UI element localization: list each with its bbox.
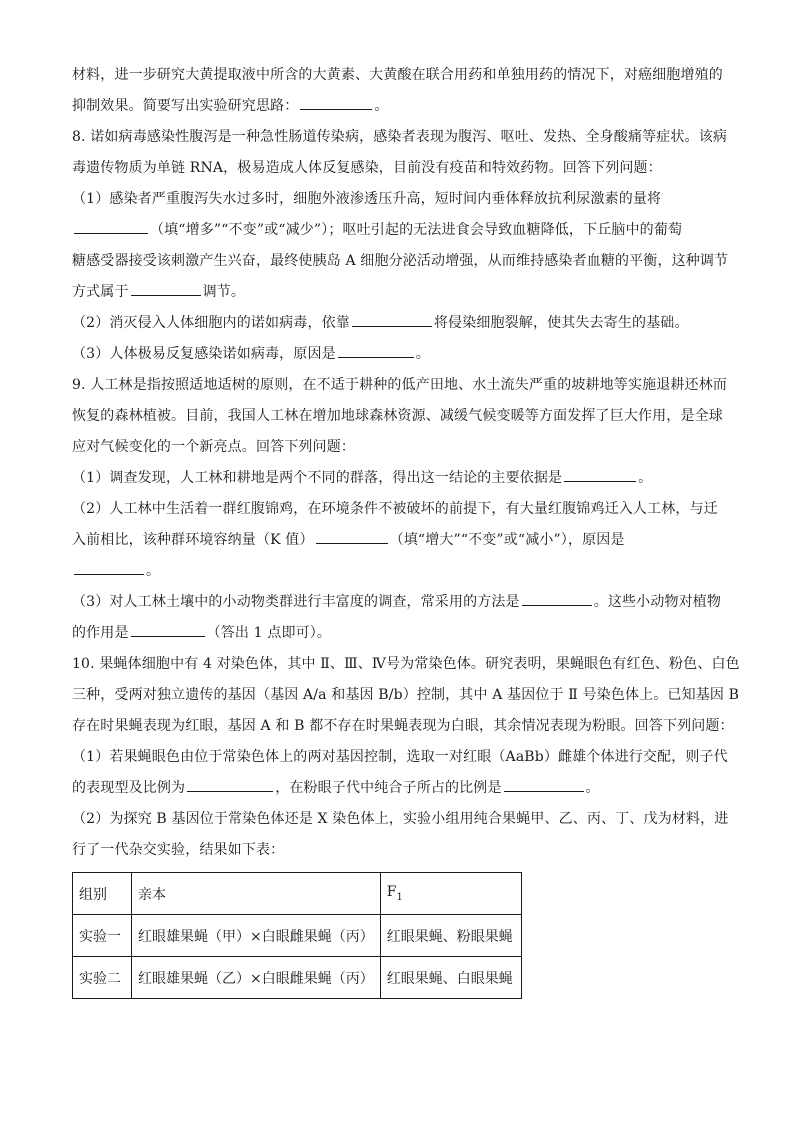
q8-part2 — [72, 308, 722, 339]
q7-text-line: 材料，进一步研究大黄提取液中所含的大黄素、大黄酸在联合用药和单独用药的情况下，对癌细胞增殖的 — [72, 67, 723, 83]
q9-part3-text: 。这些小动物对植物 — [593, 594, 722, 610]
answer-blank[interactable] — [74, 561, 144, 575]
q9-part1-text: （1）调查发现，人工林和耕地是两个不同的群落，得出这一结论的主要依据是 — [72, 470, 563, 486]
q8-part1-text: 调节。 — [202, 284, 246, 300]
q9-stem: 恢复的森林植被。目前，我国人工林在增加地球森林资源、减缓气候变暖等方面发挥了巨大作用，是全球 — [72, 408, 723, 424]
q8-part2-text: （2）消灭侵入人体细胞内的诺如病毒，依靠 — [72, 315, 350, 331]
table-row — [73, 957, 522, 999]
q8-stem: 8. 诺如病毒感染性腹泻是一种急性肠道传染病，感染者表现为腹泻、呕吐、发热、全身酸痛等症状。该病 — [72, 129, 728, 145]
q8-part1: （1）感染者严重腹泻失水过多时，细胞外液渗透压升高，短时间内垂体释放抗利尿激素的量将 — [72, 191, 662, 207]
answer-blank[interactable] — [522, 592, 592, 606]
answer-blank[interactable] — [131, 282, 201, 296]
table-row — [73, 915, 522, 957]
q9-part2-text: （填“增大”“不变”或“减小”），原因是 — [389, 532, 625, 548]
q10-part2: （2）为探究 B 基因位于常染色体还是 X 染色体上，实验小组用纯合果蝇甲、乙、丙、丁、戊为材料，进 — [72, 811, 729, 827]
header-f1-subscript: 1 — [396, 891, 403, 903]
punctuation: 。 — [585, 780, 600, 796]
answer-blank[interactable] — [300, 96, 372, 110]
q8-part3 — [72, 339, 722, 370]
table-cell-parents: 红眼雄果蝇（乙）×白眼雌果蝇（丙） — [132, 957, 381, 999]
q8-part1-text: 方式属于 — [72, 284, 129, 300]
q8-part1 — [72, 277, 722, 308]
q10-part2: 行了一代杂交实验，结果如下表： — [72, 842, 285, 858]
answer-blank[interactable] — [74, 220, 148, 234]
table-cell-group: 实验二 — [73, 957, 132, 999]
q10-part1-text: 的表现型及比例为 — [72, 780, 186, 796]
punctuation: 。 — [415, 346, 430, 362]
header-parents: 亲本 — [132, 873, 381, 915]
q10-part1-text: ，在粉眼子代中纯合子所占的比例是 — [275, 780, 502, 796]
results-table — [72, 872, 522, 999]
q9-stem: 9. 人工林是指按照适地适树的原则，在不适于耕种的低产田地、水土流失严重的坡耕地等实施退耕还林而 — [72, 377, 728, 393]
punctuation: 。 — [374, 98, 389, 114]
q8-part1: 糖感受器接受该刺激产生兴奋，最终使胰岛 A 细胞分泌活动增强，从而维持感染者血糖的平衡，这种调节 — [72, 253, 729, 269]
table-cell-group: 实验一 — [73, 915, 132, 957]
q10-part1 — [72, 773, 722, 804]
q8-part2-text: 将侵染细胞裂解，使其失去寄生的基础。 — [433, 315, 689, 331]
table-header-row — [73, 873, 522, 915]
q8-part1 — [72, 215, 722, 246]
q9-part2-text: 入前相比，该种群环境容纳量（K 值） — [72, 532, 314, 548]
q9-part3 — [72, 587, 722, 618]
q9-part3 — [72, 618, 722, 649]
table-cell-f1: 红眼果蝇、粉眼果蝇 — [380, 915, 521, 957]
q9-part3-text: 的作用是 — [72, 625, 129, 641]
answer-blank[interactable] — [504, 778, 584, 792]
q9-part2 — [72, 525, 722, 556]
q10-stem: 10. 果蝇体细胞中有 4 对染色体，其中 Ⅱ、Ⅲ、Ⅳ号为常染色体。研究表明，果蝇眼色有红色、粉色、白色 — [72, 656, 740, 672]
q10-stem: 存在时果蝇表现为红眼，基因 A 和 B 都不存在时果蝇表现为白眼，其余情况表现为粉眼。回答下列问题： — [72, 718, 734, 734]
answer-blank[interactable] — [352, 313, 432, 327]
header-group: 组别 — [73, 873, 132, 915]
exam-page — [72, 60, 740, 999]
q8-part3-text: （3）人体极易反复感染诺如病毒，原因是 — [72, 346, 336, 362]
answer-blank[interactable] — [564, 468, 636, 482]
table-cell-parents: 红眼雄果蝇（甲）×白眼雌果蝇（丙） — [132, 915, 381, 957]
header-f1-letter: F — [386, 884, 397, 901]
table-cell-f1: 红眼果蝇、白眼果蝇 — [380, 957, 521, 999]
q10-stem: 三种，受两对独立遗传的基因（基因 A/a 和基因 B/b）控制，其中 A 基因位于 Ⅱ 号染色体上。已知基因 B — [72, 687, 740, 703]
punctuation: 。 — [638, 470, 653, 486]
answer-blank[interactable] — [187, 778, 273, 792]
answer-blank[interactable] — [338, 344, 414, 358]
q7-prompt: 抑制效果。简要写出实验研究思路： — [72, 98, 299, 114]
q8-part1-text: （填“增多”“不变”或“减少”）；呕吐引起的无法进食会导致血糖降低，下丘脑中的葡萄 — [150, 222, 683, 238]
answer-blank[interactable] — [316, 530, 388, 544]
q9-part2 — [72, 556, 722, 587]
q9-part2: （2）人工林中生活着一群红腹锦鸡，在环境条件不被破坏的前提下，有大量红腹锦鸡迁入人工林，与迁 — [72, 501, 718, 517]
q9-part3-text: （答出 1 点即可）。 — [206, 625, 332, 641]
punctuation: 。 — [146, 563, 161, 579]
q9-part3-text: （3）对人工林土壤中的小动物类群进行丰富度的调查，常采用的方法是 — [72, 594, 520, 610]
q9-stem: 应对气候变化的一个新亮点。回答下列问题： — [72, 439, 355, 455]
header-f1 — [380, 873, 521, 915]
answer-blank[interactable] — [131, 623, 205, 637]
q7-text-line — [72, 91, 722, 122]
q9-part1 — [72, 463, 722, 494]
q8-stem: 毒遗传物质为单链 RNA，极易造成人体反复感染，目前没有疫苗和特效药物。回答下列问题： — [72, 160, 662, 176]
q10-part1: （1）若果蝇眼色由位于常染色体上的两对基因控制，选取一对红眼（AaBb）雌雄个体进行交配，则子代 — [72, 749, 728, 765]
